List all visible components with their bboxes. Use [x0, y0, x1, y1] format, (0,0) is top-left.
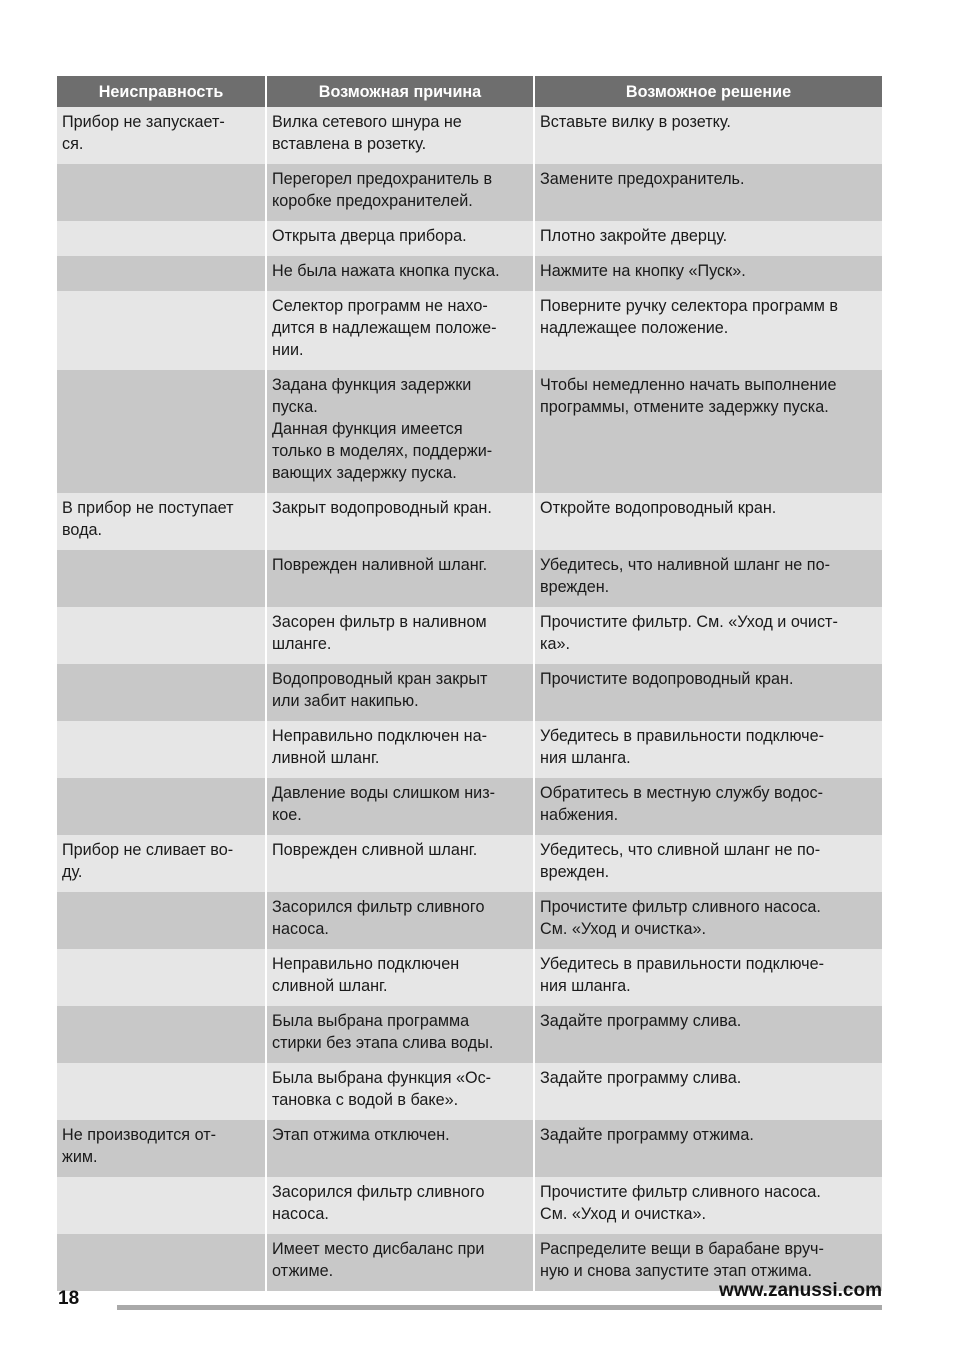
table-row: [57, 607, 882, 664]
fault-cell: [57, 607, 265, 664]
table-row: [57, 256, 882, 291]
header-cause: Возможная причина: [265, 76, 533, 107]
cause-cell: Открыта дверца прибора.: [265, 221, 533, 256]
fault-cell: [57, 1234, 265, 1291]
table-body: [57, 107, 882, 1291]
fault-cell: Не производится от- жим.: [57, 1120, 265, 1177]
fault-cell: Прибор не сливает во- ду.: [57, 835, 265, 892]
fault-cell: [57, 664, 265, 721]
table-row: [57, 949, 882, 1006]
cause-cell: Закрыт водопроводный кран.: [265, 493, 533, 550]
table-row: [57, 550, 882, 607]
fault-cell: [57, 1177, 265, 1234]
cause-cell: Неправильно подключен сливной шланг.: [265, 949, 533, 1006]
header-fault: Неисправность: [57, 76, 265, 107]
cause-cell: Селектор программ не нахо- дится в надлежащем положе- нии.: [265, 291, 533, 370]
cause-cell: Не была нажата кнопка пуска.: [265, 256, 533, 291]
solution-cell: Убедитесь, что наливной шланг не по- врежден.: [533, 550, 882, 607]
header-solution: Возможное решение: [533, 76, 882, 107]
fault-cell: [57, 256, 265, 291]
table-row: [57, 370, 882, 493]
solution-cell: Плотно закройте дверцу.: [533, 221, 882, 256]
table-row: [57, 221, 882, 256]
table-row: [57, 892, 882, 949]
page-number: 18: [58, 1288, 80, 1309]
solution-cell: Задайте программу отжима.: [533, 1120, 882, 1177]
fault-cell: [57, 892, 265, 949]
table-row: [57, 778, 882, 835]
table-row: [57, 164, 882, 221]
solution-cell: Чтобы немедленно начать выполнение программы, отмените задержку пуска.: [533, 370, 882, 493]
solution-cell: Откройте водопроводный кран.: [533, 493, 882, 550]
fault-cell: [57, 291, 265, 370]
cause-cell: Этап отжима отключен.: [265, 1120, 533, 1177]
solution-cell: Убедитесь в правильности подключе- ния шланга.: [533, 721, 882, 778]
fault-cell: В прибор не поступает вода.: [57, 493, 265, 550]
cause-cell: Была выбрана функция «Ос- тановка с водой в баке».: [265, 1063, 533, 1120]
fault-cell: [57, 949, 265, 1006]
table-header-row: [57, 76, 882, 107]
footer-divider: [117, 1305, 882, 1310]
solution-cell: Прочистите водопроводный кран.: [533, 664, 882, 721]
cause-cell: Была выбрана программа стирки без этапа слива воды.: [265, 1006, 533, 1063]
solution-cell: Задайте программу слива.: [533, 1006, 882, 1063]
table-row: [57, 1177, 882, 1234]
table-row: [57, 664, 882, 721]
cause-cell: Засорился фильтр сливного насоса.: [265, 892, 533, 949]
fault-cell: [57, 550, 265, 607]
solution-cell: Замените предохранитель.: [533, 164, 882, 221]
table-row: [57, 721, 882, 778]
solution-cell: Обратитесь в местную службу водос- набжения.: [533, 778, 882, 835]
solution-cell: Нажмите на кнопку «Пуск».: [533, 256, 882, 291]
cause-cell: Поврежден сливной шланг.: [265, 835, 533, 892]
solution-cell: Прочистите фильтр. См. «Уход и очист- ка».: [533, 607, 882, 664]
website-url: www.zanussi.com: [719, 1280, 882, 1301]
cause-cell: Водопроводный кран закрыт или забит накипью.: [265, 664, 533, 721]
table-row: [57, 291, 882, 370]
cause-cell: Вилка сетевого шнура не вставлена в розетку.: [265, 107, 533, 164]
fault-cell: [57, 370, 265, 493]
table-row: [57, 1063, 882, 1120]
fault-cell: [57, 221, 265, 256]
solution-cell: Прочистите фильтр сливного насоса. См. «Уход и очистка».: [533, 1177, 882, 1234]
fault-cell: [57, 164, 265, 221]
fault-cell: [57, 721, 265, 778]
table-row: [57, 835, 882, 892]
cause-cell: Поврежден наливной шланг.: [265, 550, 533, 607]
fault-cell: Прибор не запускает- ся.: [57, 107, 265, 164]
fault-cell: [57, 778, 265, 835]
cause-cell: Неправильно подключен на- ливной шланг.: [265, 721, 533, 778]
fault-cell: [57, 1063, 265, 1120]
solution-cell: Убедитесь в правильности подключе- ния шланга.: [533, 949, 882, 1006]
solution-cell: Прочистите фильтр сливного насоса. См. «Уход и очистка».: [533, 892, 882, 949]
solution-cell: Распределите вещи в барабане вруч- ную и снова запустите этап отжима.: [533, 1234, 882, 1291]
cause-cell: Перегорел предохранитель в коробке предохранителей.: [265, 164, 533, 221]
solution-cell: Задайте программу слива.: [533, 1063, 882, 1120]
solution-cell: Поверните ручку селектора программ в надлежащее положение.: [533, 291, 882, 370]
cause-cell: Засорен фильтр в наливном шланге.: [265, 607, 533, 664]
table-row: [57, 493, 882, 550]
cause-cell: Давление воды слишком низ- кое.: [265, 778, 533, 835]
cause-cell: Засорился фильтр сливного насоса.: [265, 1177, 533, 1234]
fault-cell: [57, 1006, 265, 1063]
cause-cell: Задана функция задержки пуска. Данная функция имеется только в моделях, поддержи- вающих задержку пуска.: [265, 370, 533, 493]
cause-cell: Имеет место дисбаланс при отжиме.: [265, 1234, 533, 1291]
solution-cell: Вставьте вилку в розетку.: [533, 107, 882, 164]
solution-cell: Убедитесь, что сливной шланг не по- врежден.: [533, 835, 882, 892]
table-row: [57, 1120, 882, 1177]
table-row: [57, 107, 882, 164]
table-row: [57, 1006, 882, 1063]
troubleshooting-table: [57, 76, 882, 1291]
